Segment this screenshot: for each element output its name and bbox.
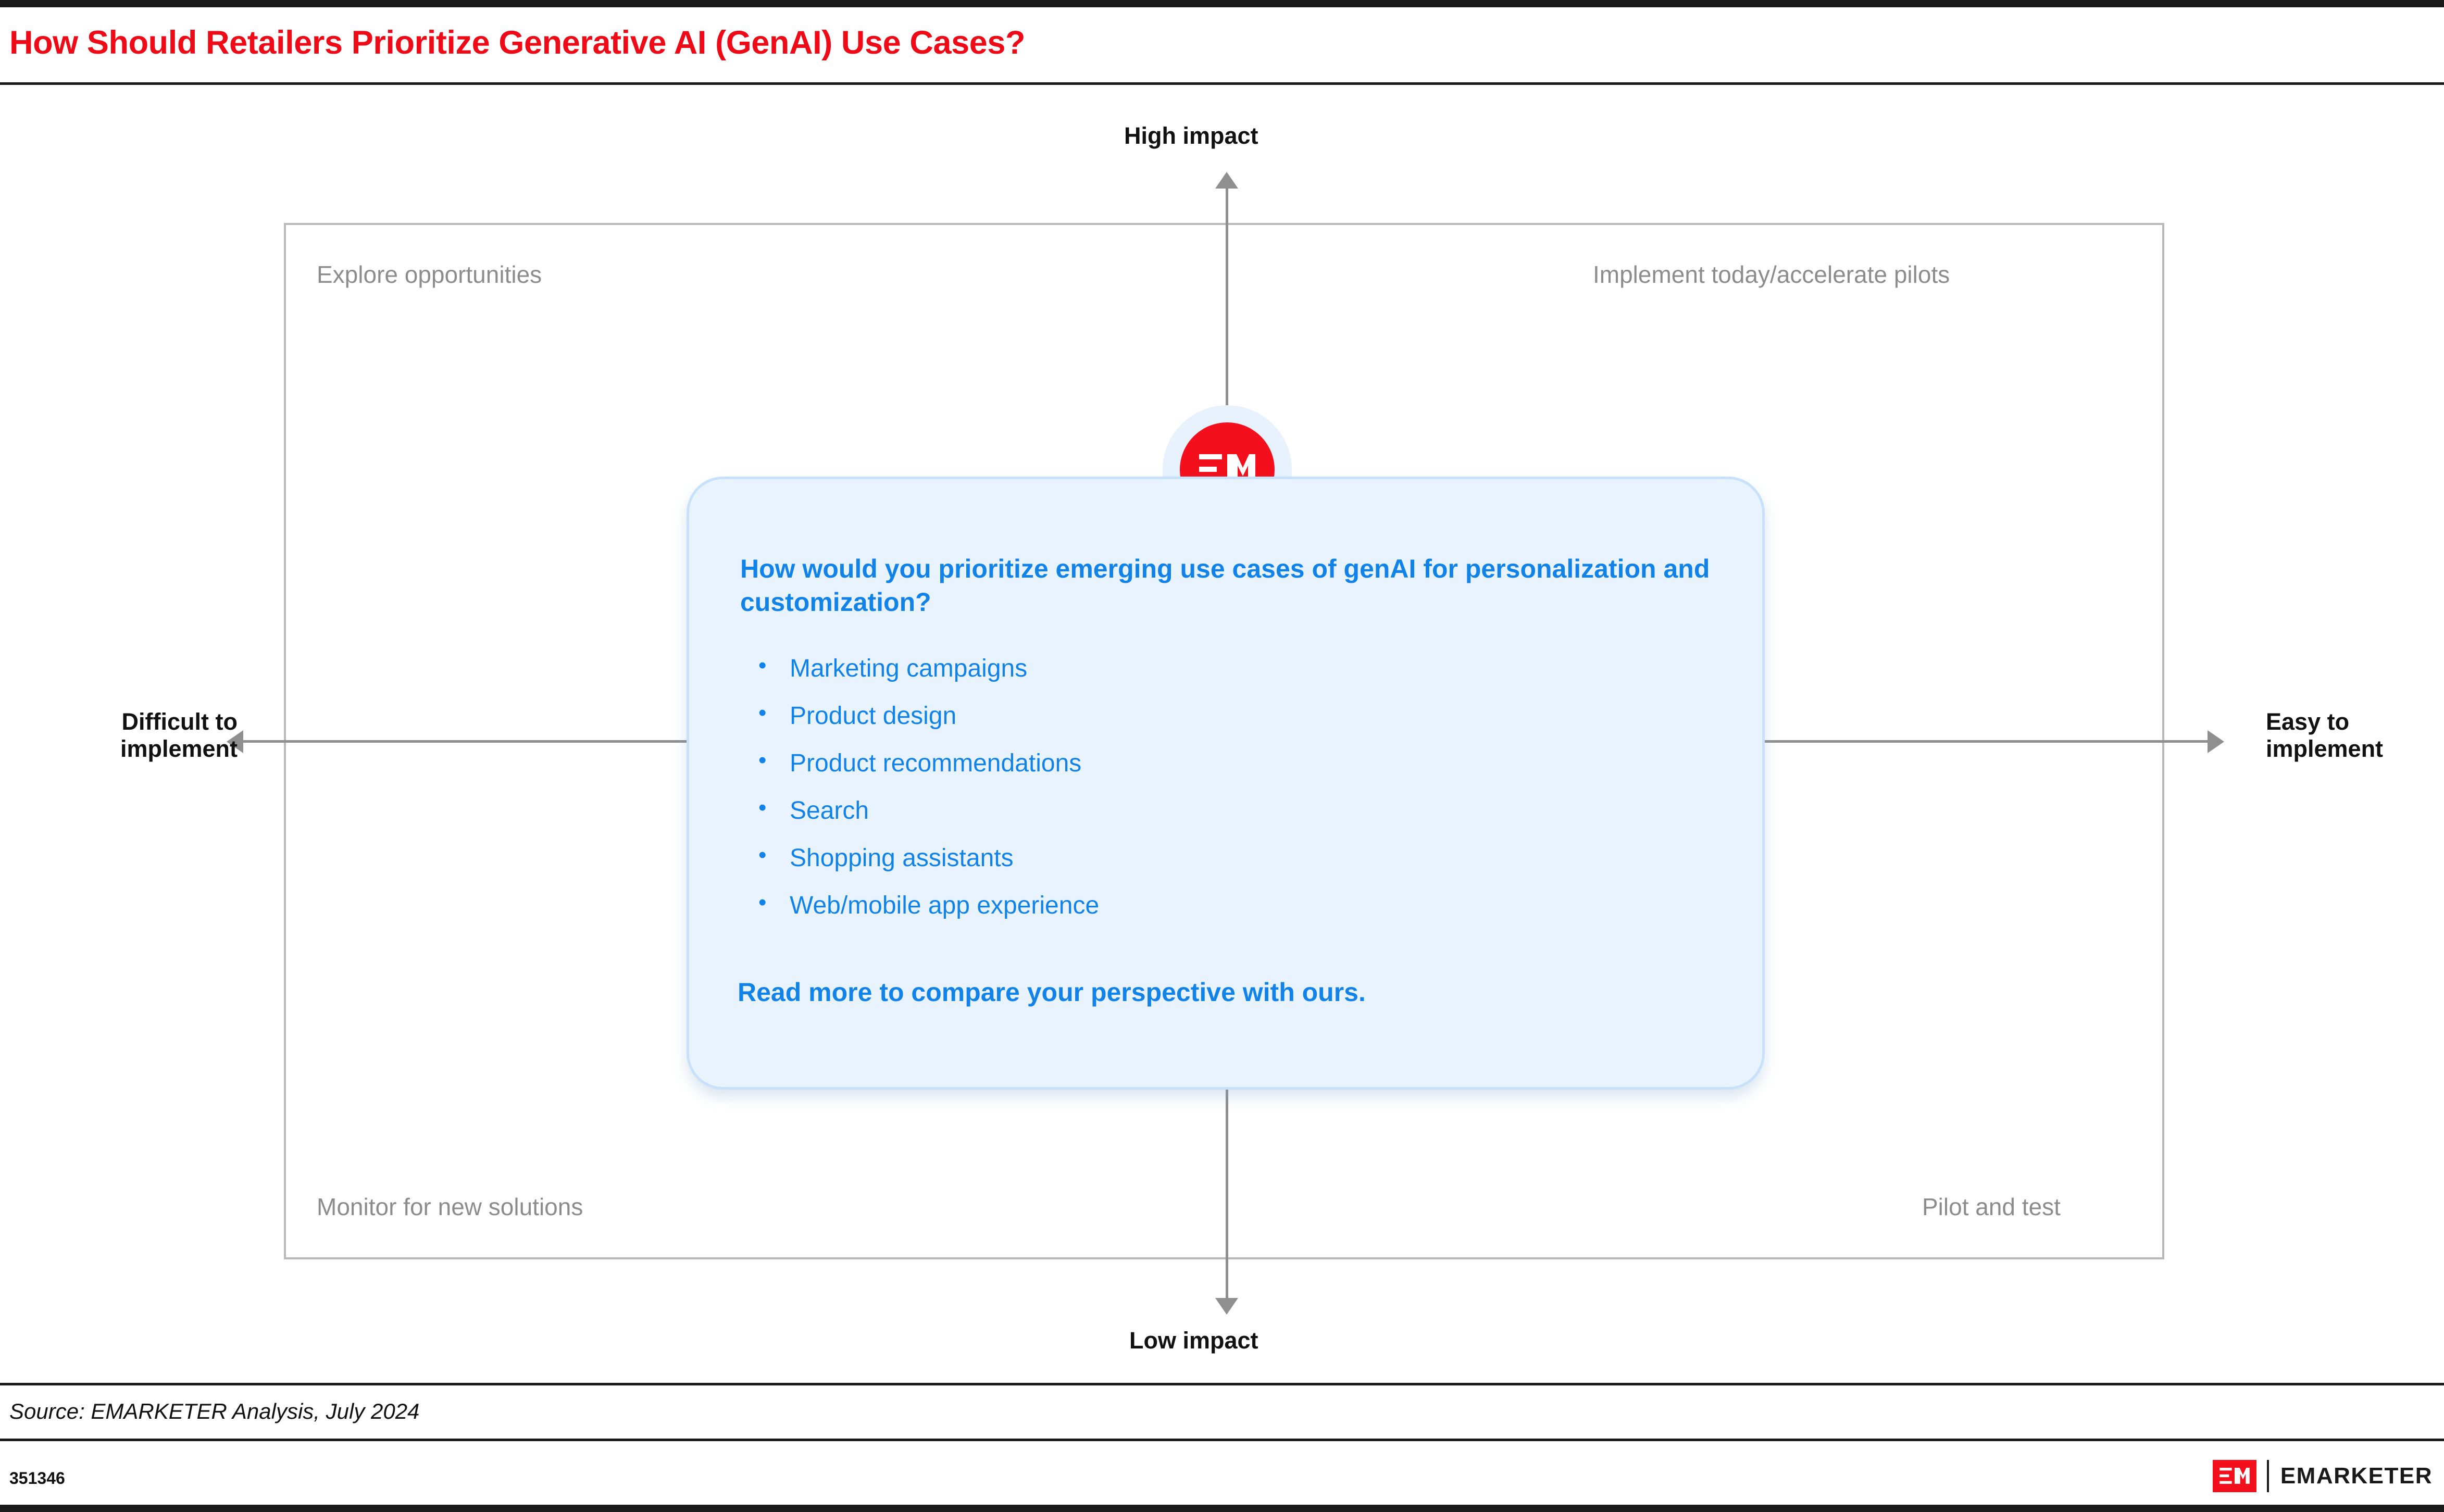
top-rule bbox=[0, 0, 2444, 7]
emarketer-em-logo-icon bbox=[2213, 1460, 2256, 1492]
source-note: Source: EMARKETER Analysis, July 2024 bbox=[9, 1399, 420, 1423]
list-item: • Search bbox=[752, 798, 1742, 823]
list-item: • Shopping assistants bbox=[752, 846, 1742, 871]
list-item: • Marketing campaigns bbox=[752, 656, 1742, 681]
list-item: • Product recommendations bbox=[752, 751, 1742, 776]
list-item: • Product design bbox=[752, 704, 1742, 729]
callout-question: How would you prioritize emerging use cases of genAI for personalization and customization? bbox=[740, 554, 1710, 617]
title-divider bbox=[0, 82, 2444, 85]
page-title: How Should Retailers Prioritize Generative AI (GenAI) Use Cases? bbox=[9, 24, 1026, 61]
source-divider bbox=[0, 1383, 2444, 1385]
quadrant-label-monitor-for-new-solutions: Monitor for new solutions bbox=[317, 1193, 583, 1220]
quadrant-label-explore-opportunities: Explore opportunities bbox=[317, 261, 542, 288]
brand-name: EMARKETER bbox=[2280, 1463, 2433, 1489]
chart-id: 351346 bbox=[9, 1469, 65, 1488]
list-item: • Web/mobile app experience bbox=[752, 893, 1742, 918]
footer-logo-separator bbox=[2267, 1460, 2269, 1492]
callout-use-case-list bbox=[752, 656, 1742, 941]
quadrant-label-pilot-and-test: Pilot and test bbox=[1922, 1193, 2061, 1220]
footer-divider bbox=[0, 1439, 2444, 1441]
axis-label-difficult-to-implement: Difficult to implement bbox=[120, 708, 238, 763]
callout-cta-text[interactable]: Read more to compare your perspective with ours. bbox=[738, 978, 1366, 1007]
arrow-down-icon bbox=[1215, 1298, 1238, 1315]
axis-label-high-impact: High impact bbox=[1124, 122, 1258, 149]
bottom-rule bbox=[0, 1505, 2444, 1512]
arrow-right-icon bbox=[2208, 730, 2224, 753]
axis-label-low-impact: Low impact bbox=[1129, 1327, 1258, 1354]
quadrant-label-implement-today: Implement today/accelerate pilots bbox=[1593, 261, 1950, 288]
axis-label-easy-to-implement: Easy to implement bbox=[2266, 708, 2384, 763]
arrow-up-icon bbox=[1215, 172, 1238, 189]
footer-brand-logo bbox=[2213, 1457, 2433, 1495]
